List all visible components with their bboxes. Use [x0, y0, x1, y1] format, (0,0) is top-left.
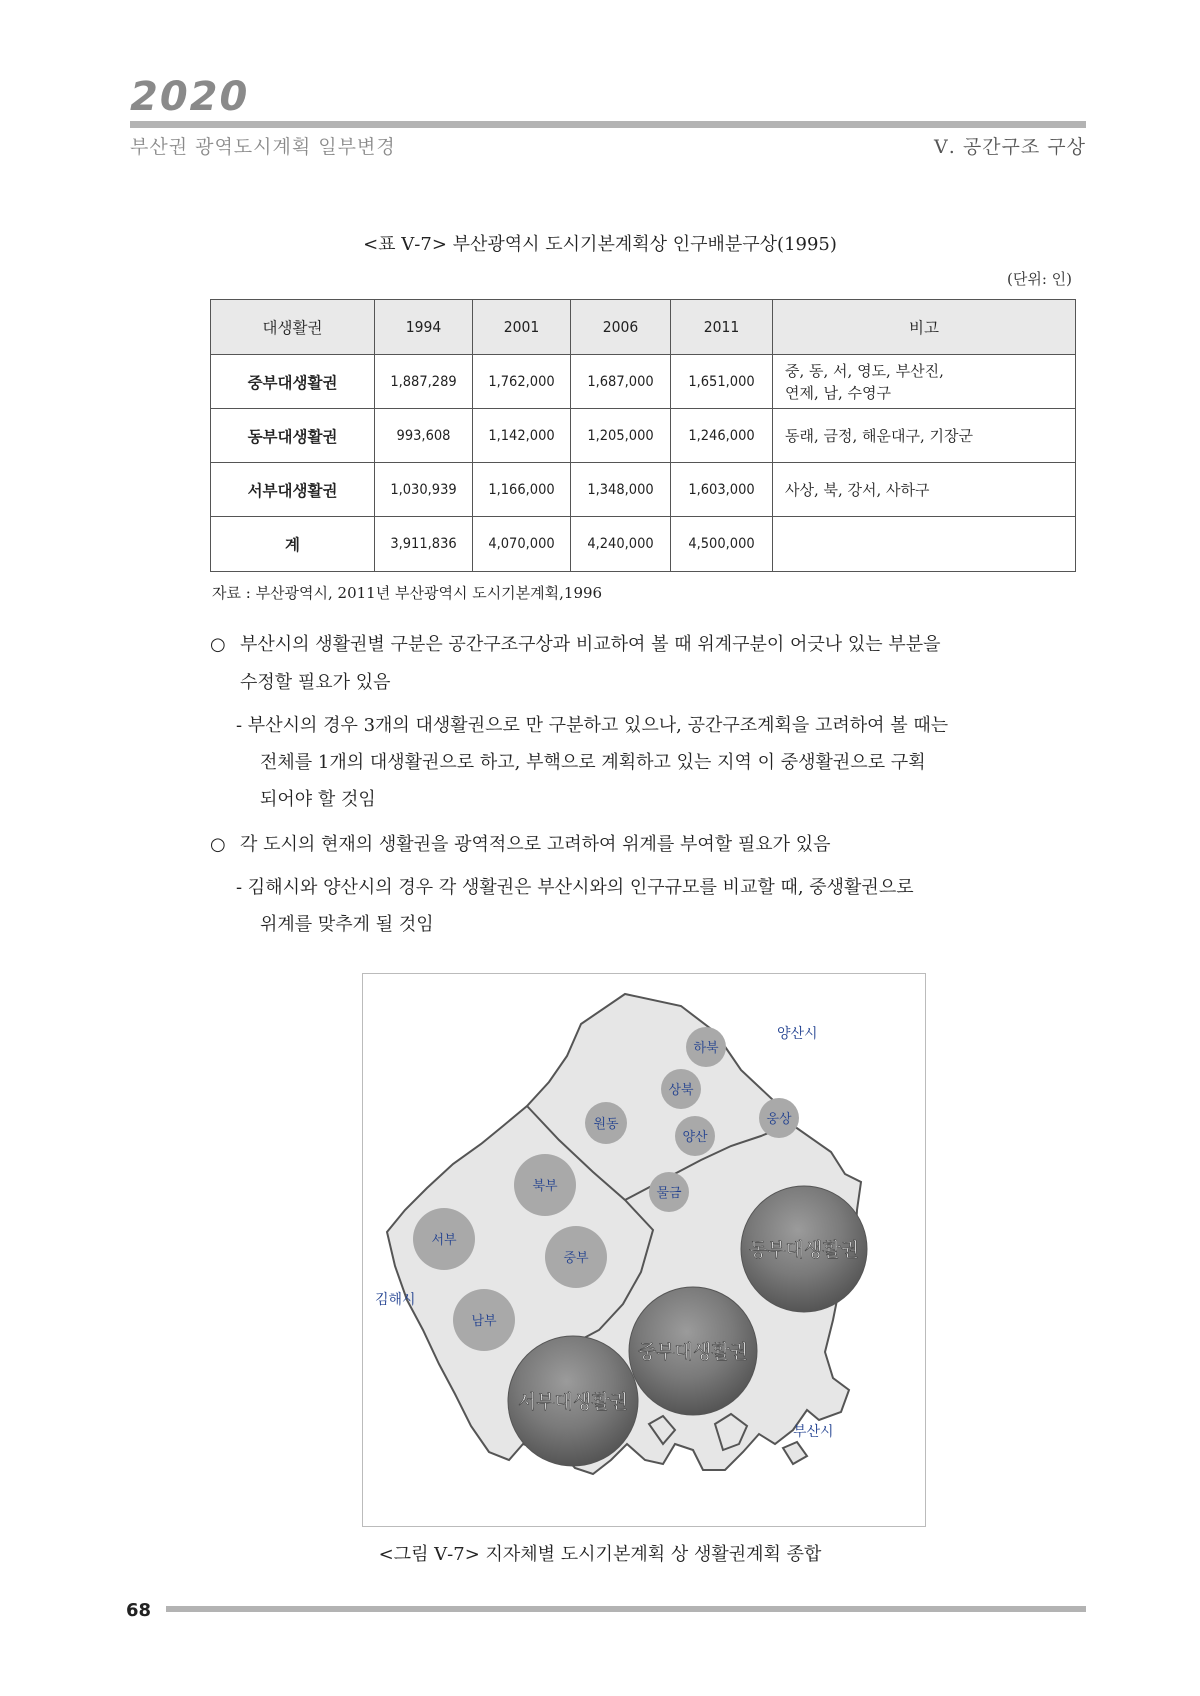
table-row — [211, 463, 1076, 517]
zone-label-west: 서부대생활권 — [517, 1391, 629, 1413]
value-cell: 1,166,000 — [473, 463, 571, 517]
city-label-busan: 부산시 — [793, 1424, 834, 1440]
dash-paragraph-2 — [236, 869, 1080, 943]
zone-label-east: 동부대생활권 — [748, 1239, 860, 1261]
table-source: 자료 : 부산광역시, 2011년 부산광역시 도시기본계획,1996 — [212, 584, 603, 602]
header-cell: 2001 — [473, 300, 571, 355]
zone-label-bukbu: 북부 — [532, 1179, 558, 1194]
note-line: 연제, 남, 수영구 — [785, 383, 892, 402]
living-zone-map — [362, 973, 926, 1527]
header-cell: 비고 — [773, 300, 1076, 355]
note-cell — [773, 355, 1076, 409]
value-cell: 1,142,000 — [473, 409, 571, 463]
value-cell: 1,205,000 — [571, 409, 671, 463]
value-cell: 993,608 — [375, 409, 473, 463]
zone-label-ungsang: 웅상 — [766, 1112, 792, 1127]
header-cell: 2006 — [571, 300, 671, 355]
page-number: 68 — [126, 1600, 152, 1621]
city-label-yangsan: 양산시 — [777, 1026, 818, 1042]
value-cell: 1,762,000 — [473, 355, 571, 409]
map-svg — [363, 974, 925, 1526]
bullet-mark: ○ — [210, 834, 226, 855]
value-cell: 1,030,939 — [375, 463, 473, 517]
value-cell: 1,887,289 — [375, 355, 473, 409]
bullet-line: 수정할 필요가 있음 — [240, 672, 391, 693]
figure-caption: <그림 Ⅴ-7> 지자체별 도시기본계획 상 생활권계획 종합 — [378, 1544, 822, 1565]
zone-label-yangsan: 양산 — [682, 1130, 708, 1145]
zone-label-nambu: 남부 — [471, 1314, 497, 1329]
dash-line: - 부산시의 경우 3개의 대생활권으로 만 구분하고 있으나, 공간구조계획을 고려하여 볼 때는 — [236, 715, 949, 736]
note-cell: 사상, 북, 강서, 사하구 — [773, 463, 1076, 517]
value-cell: 1,246,000 — [671, 409, 773, 463]
table-row — [211, 355, 1076, 409]
bullet-mark: ○ — [210, 634, 226, 655]
zone-label-central: 중부대생활권 — [637, 1341, 749, 1363]
region-cell: 서부대생활권 — [211, 463, 375, 517]
dash-line: 위계를 맞추게 될 것임 — [260, 914, 434, 935]
city-label-gimhae: 김해시 — [375, 1292, 416, 1308]
bullet-paragraph-2 — [210, 826, 1080, 864]
header-year: 2020 — [130, 74, 250, 120]
dash-line: 되어야 할 것임 — [260, 789, 376, 810]
value-cell: 4,500,000 — [671, 517, 773, 572]
header-cell: 대생활권 — [211, 300, 375, 355]
bullet-text: 부산시의 생활권별 구분은 공간구조구상과 비교하여 볼 때 위계구분이 어긋나 있는 부분을 — [240, 634, 941, 655]
table-total-row — [211, 517, 1076, 572]
region-cell: 계 — [211, 517, 375, 572]
population-table — [210, 299, 1076, 572]
zone-label-sangbuk: 상북 — [668, 1083, 694, 1098]
table-unit: (단위: 인) — [1007, 270, 1072, 288]
header-rule — [130, 121, 1086, 128]
note-cell — [773, 517, 1076, 572]
zone-label-habuk: 하북 — [693, 1041, 719, 1056]
dash-line: 전체를 1개의 대생활권으로 하고, 부핵으로 계획하고 있는 지역 이 중생활권으로 구획 — [260, 752, 926, 773]
region-cell: 중부대생활권 — [211, 355, 375, 409]
value-cell: 4,070,000 — [473, 517, 571, 572]
table-row — [211, 409, 1076, 463]
bullet-paragraph-1 — [210, 626, 1080, 702]
value-cell: 1,687,000 — [571, 355, 671, 409]
header-cell: 1994 — [375, 300, 473, 355]
dash-paragraph-1 — [236, 707, 1080, 818]
value-cell: 1,603,000 — [671, 463, 773, 517]
bullet-text: 각 도시의 현재의 생활권을 광역적으로 고려하여 위계를 부여할 필요가 있음 — [240, 834, 831, 855]
value-cell: 3,911,836 — [375, 517, 473, 572]
value-cell: 1,348,000 — [571, 463, 671, 517]
island-shape — [783, 1442, 807, 1464]
bullet-line — [210, 626, 1080, 664]
note-cell: 동래, 금정, 해운대구, 기장군 — [773, 409, 1076, 463]
zone-label-jungbu: 중부 — [563, 1251, 589, 1266]
dash-line: - 김해시와 양산시의 경우 각 생활권은 부산시와의 인구규모를 비교할 때, 중생활권으로 — [236, 877, 914, 898]
table-caption: <표 Ⅴ-7> 부산광역시 도시기본계획상 인구배분구상(1995) — [363, 234, 837, 255]
zone-label-wondong: 원동 — [593, 1117, 619, 1132]
footer-rule — [166, 1606, 1086, 1612]
bullet-line — [210, 826, 1080, 864]
value-cell: 4,240,000 — [571, 517, 671, 572]
chapter-title: Ⅴ. 공간구조 구상 — [934, 136, 1086, 158]
note-line: 중, 동, 서, 영도, 부산진, — [785, 361, 944, 380]
document-title: 부산권 광역도시계획 일부변경 — [130, 136, 396, 158]
zone-label-seobu: 서부 — [431, 1233, 457, 1248]
table-header-row — [211, 300, 1076, 355]
zone-label-mulgeum: 물금 — [656, 1186, 682, 1201]
value-cell: 1,651,000 — [671, 355, 773, 409]
region-cell: 동부대생활권 — [211, 409, 375, 463]
header-cell: 2011 — [671, 300, 773, 355]
